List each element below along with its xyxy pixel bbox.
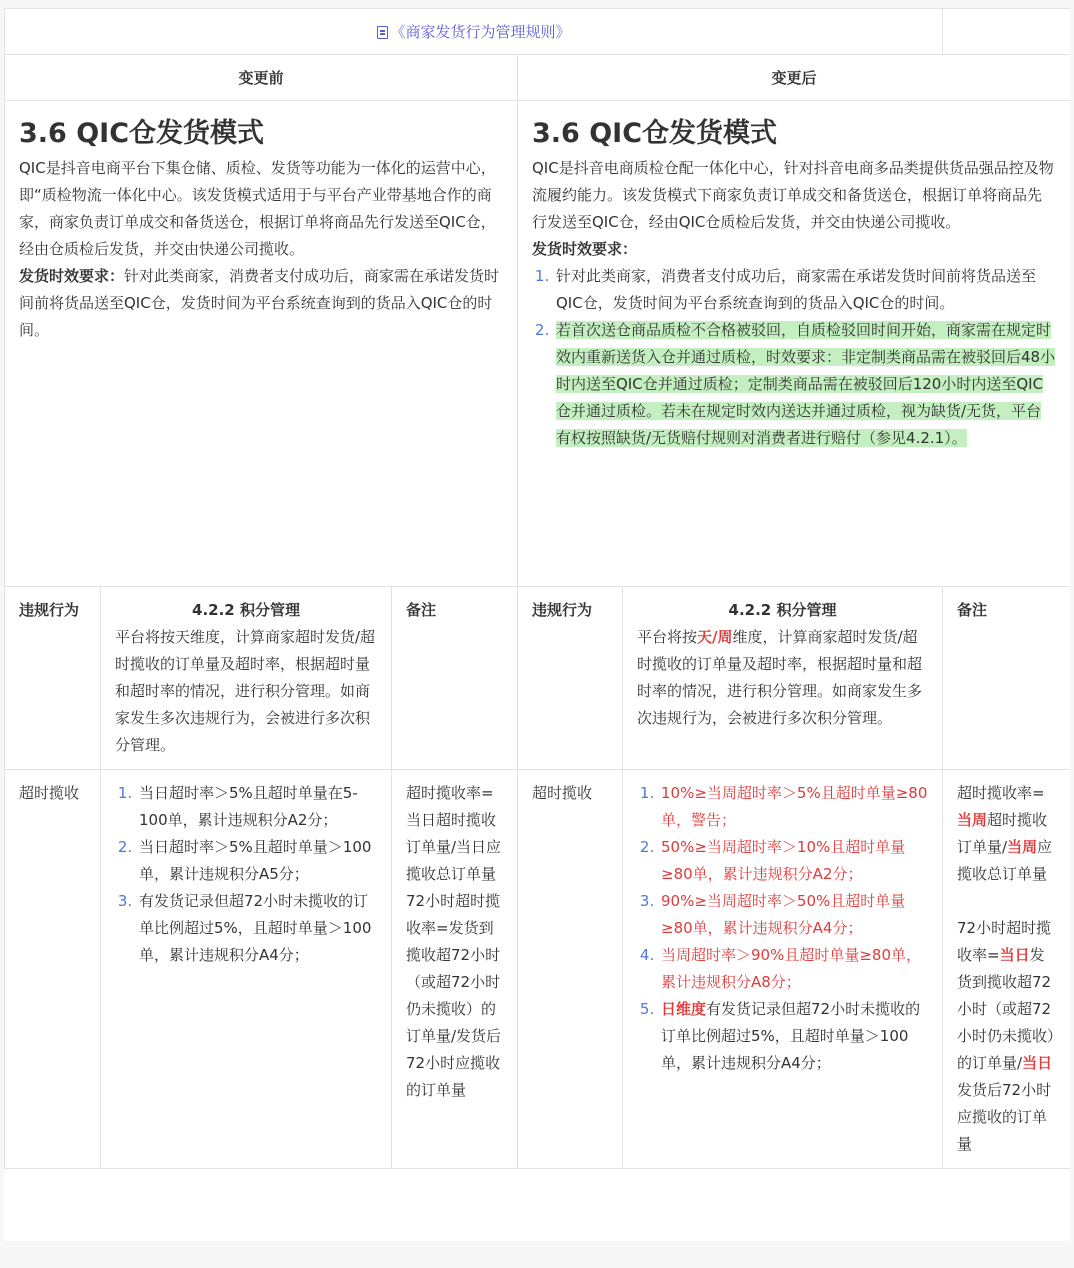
before-header: 变更前: [5, 55, 518, 101]
after-col-remark: 备注: [943, 587, 1070, 770]
list-item: 2. 当日超时率＞5%且超时单量＞100单，累计违规积分A5分；: [137, 834, 377, 888]
list-item: 2. 50%≥当周超时率＞10%且超时单量≥80单，累计违规积分A2分；: [659, 834, 928, 888]
doc-link[interactable]: 《商家发货行为管理规则》: [390, 23, 571, 41]
list-item: 4. 当周超时率＞90%且超时单量≥80单，累计违规积分A8分；: [659, 942, 928, 996]
list-item-highlighted: [554, 317, 1056, 452]
document-icon: [377, 26, 388, 39]
after-remark: 超时揽收率=当周超时揽收订单量/当周应揽收总订单量 72小时超时揽收率=当日发货到揽收超72小时（或超72小时仍未揽收）的订单量/当日发货后72小时应揽收的订单量: [943, 770, 1070, 1169]
after-req-list: [532, 263, 1056, 452]
changed-dimension: 天/周: [697, 628, 733, 646]
after-rules: [623, 770, 943, 1169]
before-req-label: 发货时效要求：: [19, 267, 125, 285]
after-intro: QIC是抖音电商质检仓配一体化中心，针对抖音电商多品类提供货品强品控及物流履约能力。该发货模式下商家负责订单成交和备货送仓，根据订单将商品先行发送至QIC仓，经由QIC仓质检后发货，并交由快递公司揽收。: [532, 159, 1054, 231]
list-item: 5. 日维度有发货记录但超72小时未揽收的订单比例超过5%，且超时单量＞100单，累计违规积分A4分；: [659, 996, 928, 1077]
after-section: [518, 101, 1071, 587]
before-col-remark: 备注: [392, 587, 518, 770]
doc-title-cell: [5, 9, 943, 55]
list-item: 1. 针对此类商家，消费者支付成功后，商家需在承诺发货时间前将货品送至QIC仓，发货时间为平台系统查询到的货品入QIC仓的时间。: [554, 263, 1056, 317]
list-item: 1. 当日超时率＞5%且超时单量在5-100单，累计违规积分A2分；: [137, 780, 377, 834]
before-section: [5, 101, 518, 587]
before-row-label: 超时揽收: [5, 770, 101, 1169]
list-item: 3. 有发货记录但超72小时未揽收的订单比例超过5%，且超时单量＞100单，累计违规积分A4分；: [137, 888, 377, 969]
after-row-label: 超时揽收: [518, 770, 623, 1169]
after-col-violation: 违规行为: [518, 587, 623, 770]
after-points-title: 4.2.2 积分管理: [728, 601, 837, 619]
empty-title-cell: [943, 9, 1070, 55]
before-remark: 超时揽收率=当日超时揽收订单量/当日应揽收总订单量 72小时超时揽收率=发货到揽收超72小时（或超72小时仍未揽收）的订单量/发货后72小时应揽收的订单量: [392, 770, 518, 1169]
list-item: 1. 10%≥当周超时率＞5%且超时单量≥80单，警告；: [659, 780, 928, 834]
before-rules: [101, 770, 392, 1169]
after-req-label: 发货时效要求：: [532, 240, 638, 258]
after-heading: 3.6 QIC仓发货模式: [532, 118, 778, 149]
before-intro: QIC是抖音电商平台下集仓储、质检、发货等功能为一体化的运营中心，即“质检物流一体化中心。该发货模式适用于与平台产业带基地合作的商家，商家负责订单成交和备货送仓，根据订单将商品先行发送至QIC仓，经由仓质检后发货，并交由快递公司揽收。: [19, 159, 496, 258]
highlighted-change: 若首次送仓商品质检不合格被驳回，自质检驳回时间开始，商家需在规定时效内重新送货入仓并通过质检，时效要求：非定制类商品需在被驳回后48小时内送至QIC仓并通过质检；定制类商品需在被驳回后120小时内送至QIC仓并通过质检。若未在规定时效内送达并通过质检，视为缺货/无货，平台有权按照缺货/无货赔付规则对消费者进行赔付（参见4.2.1）。: [556, 321, 1056, 447]
before-rules-list: [115, 780, 377, 969]
after-points-body: 平台将按天/周维度，计算商家超时发货/超时揽收的订单量及超时率，根据超时量和超时率的情况，进行积分管理。如商家发生多次违规行为，会被进行多次积分管理。: [637, 628, 923, 727]
list-item: 3. 90%≥当周超时率＞50%且超时单量≥80单，累计违规积分A4分；: [659, 888, 928, 942]
before-col-points: [101, 587, 392, 770]
comparison-table: [4, 8, 1070, 1169]
before-points-body: 平台将按天维度，计算商家超时发货/超时揽收的订单量及超时率，根据超时量和超时率的情况，进行积分管理。如商家发生多次违规行为，会被进行多次积分管理。: [115, 628, 376, 754]
before-col-violation: 违规行为: [5, 587, 101, 770]
after-col-points: [623, 587, 943, 770]
before-req-text: 针对此类商家，消费者支付成功后，商家需在承诺发货时间前将货品送至QIC仓，发货时间为平台系统查询到的货品入QIC仓的时间。: [19, 267, 500, 339]
before-points-title: 4.2.2 积分管理: [192, 601, 300, 619]
rule-change-document: [4, 8, 1070, 1241]
after-header: 变更后: [518, 55, 1071, 101]
after-rules-list: [637, 780, 928, 1077]
before-requirement: [19, 263, 503, 344]
before-heading: 3.6 QIC仓发货模式: [19, 118, 265, 149]
